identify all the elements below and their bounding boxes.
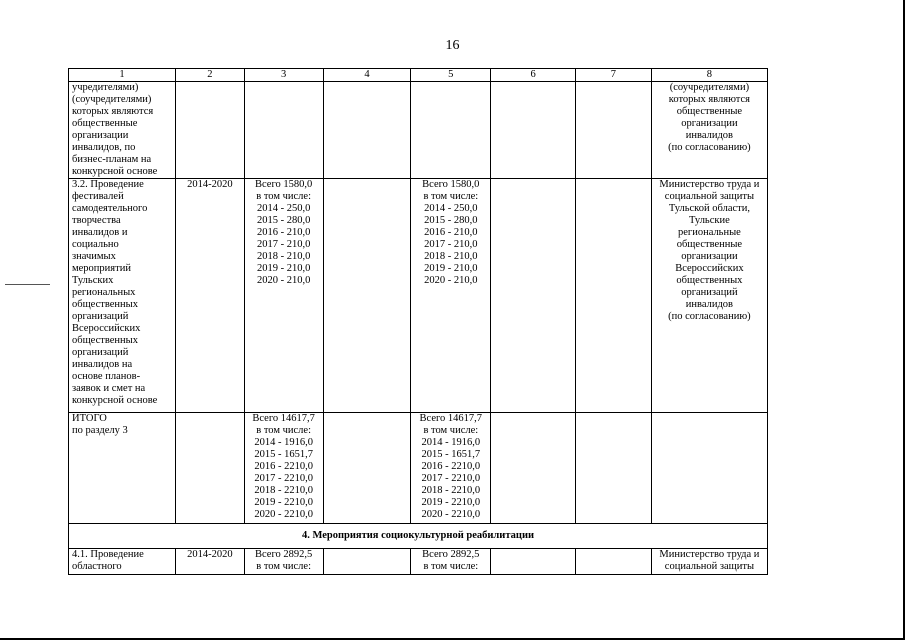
cell-col7 <box>576 549 652 575</box>
cell-col6 <box>491 82 576 179</box>
margin-mark <box>5 284 50 285</box>
cell-col4 <box>323 82 411 179</box>
header-col-2: 2 <box>176 69 245 82</box>
cell-col5: Всего 14617,7 в том числе: 2014 - 1916,0 2015 - 1651,7 2016 - 2210,0 2017 - 2210,0 2018 - 2210,0 2019 - 2210,0 2020 - 2210,0 <box>411 413 491 524</box>
section-header-row <box>69 524 768 549</box>
table-row <box>69 82 768 179</box>
cell-col4 <box>323 179 411 413</box>
cell-activity: ИТОГО по разделу 3 <box>69 413 176 524</box>
cell-responsible: Министерство труда и социальной защиты <box>651 549 767 575</box>
cell-responsible <box>651 413 767 524</box>
cell-col5: Всего 2892,5 в том числе: <box>411 549 491 575</box>
page-number: 16 <box>445 38 460 53</box>
cell-responsible: (соучредителями) которых являются общественные организации инвалидов (по согласованию) <box>651 82 767 179</box>
program-table <box>68 68 768 575</box>
cell-activity: учредителями) (соучредителями) которых являются общественные организации инвалидов, по бизнес-планам на конкурсной основе <box>69 82 176 179</box>
header-col-1: 1 <box>69 69 176 82</box>
cell-col5: Всего 1580,0 в том числе: 2014 - 250,0 2015 - 280,0 2016 - 210,0 2017 - 210,0 2018 - 210,0 2019 - 210,0 2020 - 210,0 <box>411 179 491 413</box>
table-row <box>69 179 768 413</box>
cell-period: 2014-2020 <box>176 179 245 413</box>
cell-funding-total <box>244 82 323 179</box>
cell-funding-total: Всего 14617,7 в том числе: 2014 - 1916,0 2015 - 1651,7 2016 - 2210,0 2017 - 2210,0 2018 - 2210,0 2019 - 2210,0 2020 - 2210,0 <box>244 413 323 524</box>
section-title: 4. Мероприятия социокультурной реабилитации <box>69 524 768 549</box>
header-col-4: 4 <box>323 69 411 82</box>
cell-activity: 3.2. Проведение фестивалей самодеятельного творчества инвалидов и социально значимых мероприятий Тульских региональных общественных организаций Всероссийских общественных организаций инвалидов на основе планов- заявок и смет на конкурсной основе <box>69 179 176 413</box>
cell-col7 <box>576 82 652 179</box>
table-row <box>69 549 768 575</box>
header-col-7: 7 <box>576 69 652 82</box>
header-col-3: 3 <box>244 69 323 82</box>
header-row <box>69 69 768 82</box>
cell-col5 <box>411 82 491 179</box>
header-col-5: 5 <box>411 69 491 82</box>
cell-activity: 4.1. Проведение областного <box>69 549 176 575</box>
header-col-6: 6 <box>491 69 576 82</box>
cell-period <box>176 82 245 179</box>
cell-col4 <box>323 549 411 575</box>
header-col-8: 8 <box>651 69 767 82</box>
cell-col6 <box>491 179 576 413</box>
cell-funding-total: Всего 2892,5 в том числе: <box>244 549 323 575</box>
cell-col7 <box>576 179 652 413</box>
cell-period: 2014-2020 <box>176 549 245 575</box>
table-row <box>69 413 768 524</box>
cell-col6 <box>491 549 576 575</box>
cell-col4 <box>323 413 411 524</box>
cell-col6 <box>491 413 576 524</box>
cell-responsible: Министерство труда и социальной защиты Тульской области, Тульские региональные общественные организации Всероссийских общественных организаций инвалидов (по согласованию) <box>651 179 767 413</box>
cell-col7 <box>576 413 652 524</box>
cell-funding-total: Всего 1580,0 в том числе: 2014 - 250,0 2015 - 280,0 2016 - 210,0 2017 - 210,0 2018 - 210,0 2019 - 210,0 2020 - 210,0 <box>244 179 323 413</box>
cell-period <box>176 413 245 524</box>
